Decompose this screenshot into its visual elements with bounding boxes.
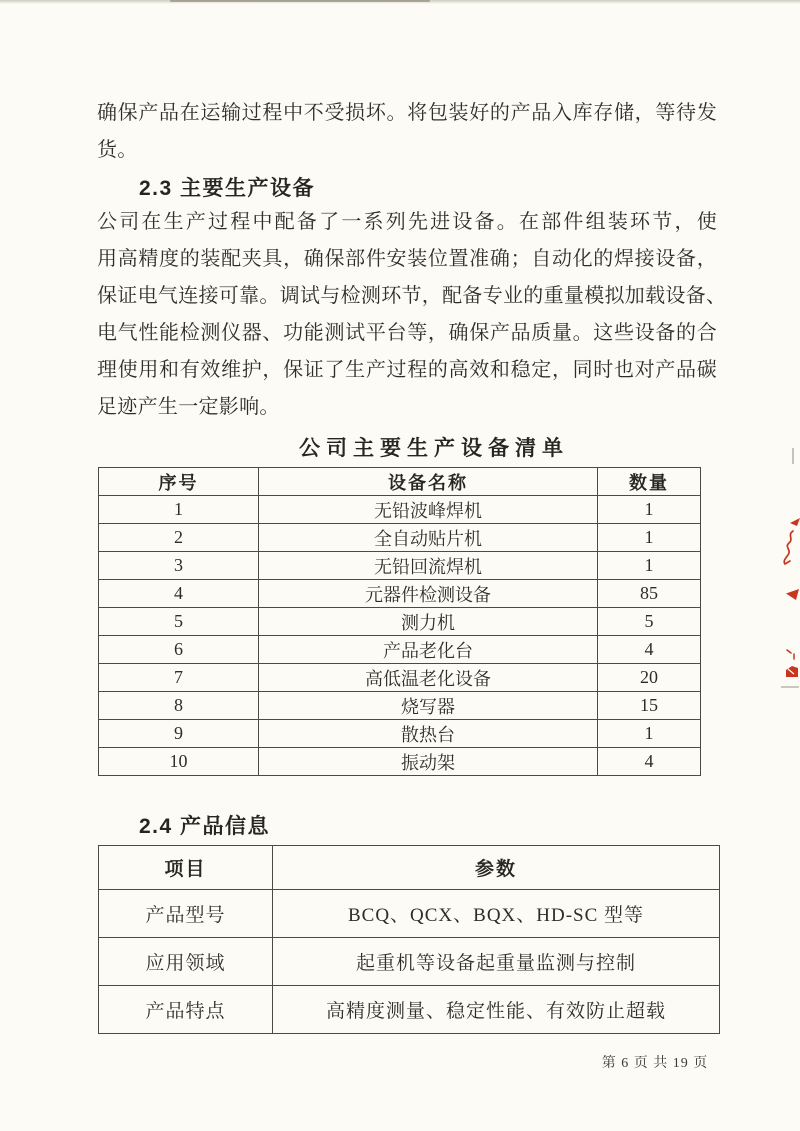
section-heading-2-3: 2.3 主要生产设备 bbox=[139, 177, 316, 200]
cell-index: 9 bbox=[99, 720, 259, 748]
cell-quantity: 1 bbox=[598, 552, 701, 580]
cell-equipment-name: 测力机 bbox=[259, 608, 598, 636]
cell-index: 4 bbox=[99, 580, 259, 608]
table-row bbox=[99, 608, 701, 636]
table-row bbox=[99, 664, 701, 692]
cell-quantity: 1 bbox=[598, 524, 701, 552]
cell-index: 8 bbox=[99, 692, 259, 720]
table-row bbox=[99, 748, 701, 776]
table-row bbox=[99, 986, 720, 1034]
text-line: 保证电气连接可靠。调试与检测环节，配备专业的重量模拟加载设备、 bbox=[97, 285, 727, 307]
text-line: 公司在生产过程中配备了一系列先进设备。在部件组装环节，使 bbox=[97, 211, 717, 233]
table-row bbox=[99, 720, 701, 748]
cell-quantity: 85 bbox=[598, 580, 701, 608]
page-footer: 第 6 页 共 19 页 bbox=[601, 1056, 709, 1071]
section-2-3-paragraph bbox=[97, 204, 727, 426]
cell-item-value: 起重机等设备起重量监测与控制 bbox=[273, 938, 720, 986]
table-row bbox=[99, 938, 720, 986]
table-row bbox=[99, 692, 701, 720]
cell-index: 2 bbox=[99, 524, 259, 552]
scan-edge-smudge bbox=[170, 0, 430, 2]
cell-index: 5 bbox=[99, 608, 259, 636]
cell-equipment-name: 无铅波峰焊机 bbox=[259, 496, 598, 524]
cell-item-label: 应用领域 bbox=[99, 938, 273, 986]
product-table-body bbox=[99, 890, 720, 1034]
cell-index: 3 bbox=[99, 552, 259, 580]
section-heading-2-4: 2.4 产品信息 bbox=[139, 815, 271, 838]
product-info-table bbox=[98, 845, 720, 1034]
table-header-row bbox=[99, 846, 720, 890]
cell-equipment-name: 高低温老化设备 bbox=[259, 664, 598, 692]
equipment-table bbox=[98, 467, 701, 776]
column-header: 序号 bbox=[99, 468, 259, 496]
cell-item-label: 产品特点 bbox=[99, 986, 273, 1034]
product-table-head bbox=[99, 846, 720, 890]
text-line: 用高精度的装配夹具，确保部件安装位置准确；自动化的焊接设备， bbox=[97, 248, 717, 270]
cell-quantity: 1 bbox=[598, 720, 701, 748]
cell-equipment-name: 振动架 bbox=[259, 748, 598, 776]
cell-index: 7 bbox=[99, 664, 259, 692]
table-row bbox=[99, 524, 701, 552]
column-header: 数量 bbox=[598, 468, 701, 496]
table-row bbox=[99, 580, 701, 608]
cell-equipment-name: 烧写器 bbox=[259, 692, 598, 720]
table-row bbox=[99, 636, 701, 664]
red-triangle-mark bbox=[786, 589, 800, 601]
text-line: 确保产品在运输过程中不受损坏。将包装好的产品入库存储，等待发 bbox=[97, 102, 717, 124]
cell-index: 10 bbox=[99, 748, 259, 776]
cell-quantity: 20 bbox=[598, 664, 701, 692]
table-header-row bbox=[99, 468, 701, 496]
red-fragment-mark bbox=[784, 648, 800, 680]
cell-equipment-name: 散热台 bbox=[259, 720, 598, 748]
column-header: 设备名称 bbox=[259, 468, 598, 496]
column-header: 项目 bbox=[99, 846, 273, 890]
column-header: 参数 bbox=[273, 846, 720, 890]
table-row bbox=[99, 552, 701, 580]
cell-equipment-name: 全自动贴片机 bbox=[259, 524, 598, 552]
cell-item-value: 高精度测量、稳定性能、有效防止超载 bbox=[273, 986, 720, 1034]
equipment-table-head bbox=[99, 468, 701, 496]
scan-edge-dash bbox=[781, 686, 799, 688]
text-line: 足迹产生一定影响。 bbox=[97, 396, 280, 418]
text-line: 货。 bbox=[97, 139, 138, 161]
cell-equipment-name: 产品老化台 bbox=[259, 636, 598, 664]
text-line: 理使用和有效维护，保证了生产过程的高效和稳定，同时也对产品碳 bbox=[97, 359, 717, 381]
red-flag-scribble-mark bbox=[779, 514, 800, 568]
table-row bbox=[99, 496, 701, 524]
cell-index: 1 bbox=[99, 496, 259, 524]
equipment-table-title: 公司主要生产设备清单 bbox=[299, 437, 569, 460]
cell-equipment-name: 元器件检测设备 bbox=[259, 580, 598, 608]
equipment-table-body bbox=[99, 496, 701, 776]
scan-edge-artifact-right bbox=[792, 448, 794, 464]
table-row bbox=[99, 890, 720, 938]
cell-index: 6 bbox=[99, 636, 259, 664]
cell-quantity: 4 bbox=[598, 748, 701, 776]
cell-item-label: 产品型号 bbox=[99, 890, 273, 938]
cell-quantity: 5 bbox=[598, 608, 701, 636]
cell-equipment-name: 无铅回流焊机 bbox=[259, 552, 598, 580]
cell-quantity: 4 bbox=[598, 636, 701, 664]
cell-quantity: 15 bbox=[598, 692, 701, 720]
text-line: 电气性能检测仪器、功能测试平台等，确保产品质量。这些设备的合 bbox=[97, 322, 717, 344]
cell-quantity: 1 bbox=[598, 496, 701, 524]
carryover-paragraph bbox=[97, 95, 717, 169]
cell-item-value: BCQ、QCX、BQX、HD-SC 型等 bbox=[273, 890, 720, 938]
